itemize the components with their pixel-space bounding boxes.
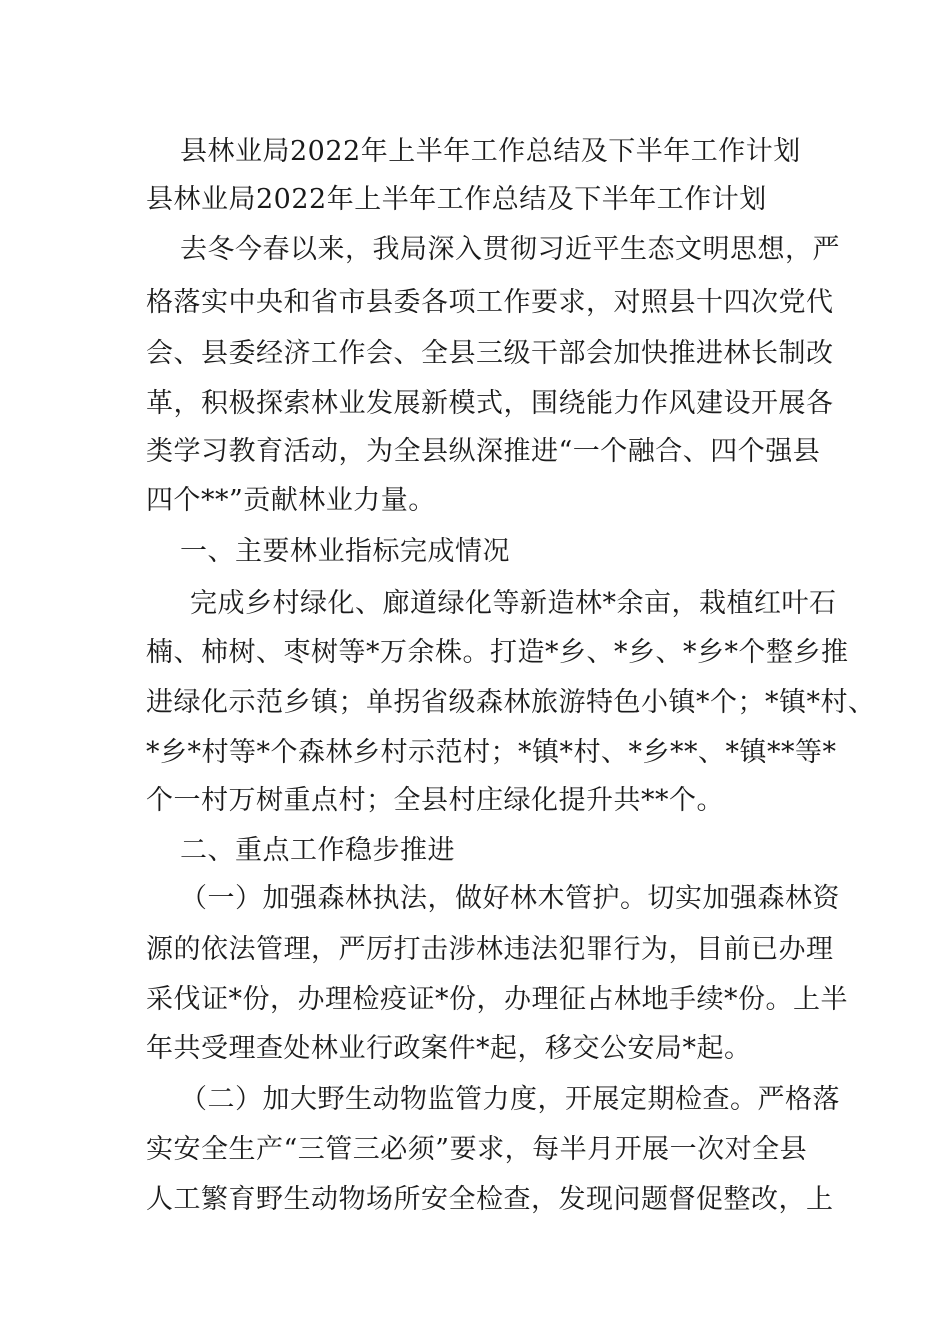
subsection1-line: 年共受理查处林业行政案件*起，移交公安局*起。 xyxy=(146,1033,752,1064)
subsection1-line: 采伐证*份，办理检疫证*份，办理征占林地手续*份。上半 xyxy=(146,984,848,1015)
intro-line: 会、县委经济工作会、全县三级干部会加快推进林长制改 xyxy=(146,338,834,369)
subsection2-line: 实安全生产“三管三必须”要求，每半月开展一次对全县 xyxy=(146,1134,808,1165)
intro-line: 格落实中央和省市县委各项工作要求，对照县十四次党代 xyxy=(146,287,834,318)
section1-line: 完成乡村绿化、廊道绿化等新造林*余亩，栽植红叶石 xyxy=(190,588,837,619)
section-heading-1: 一、主要林业指标完成情况 xyxy=(180,536,510,567)
subsection1-line: 源的依法管理，严厉打击涉林违法犯罪行为，目前已办理 xyxy=(146,934,834,965)
section1-line: 楠、柿树、枣树等*万余株。打造*乡、*乡、*乡*个整乡推 xyxy=(146,637,849,668)
document-title: 县林业局2022年上半年工作总结及下半年工作计划 xyxy=(180,136,801,167)
document-subtitle: 县林业局2022年上半年工作总结及下半年工作计划 xyxy=(146,184,767,215)
intro-line: 去冬今春以来，我局深入贯彻习近平生态文明思想，严 xyxy=(180,234,840,265)
intro-line: 四个**”贡献林业力量。 xyxy=(146,485,436,516)
subsection1-line: （一）加强森林执法，做好林木管护。切实加强森林资 xyxy=(180,883,840,914)
subsection2-line: （二）加大野生动物监管力度，开展定期检查。严格落 xyxy=(180,1084,840,1115)
section1-line: 进绿化示范乡镇；单拐省级森林旅游特色小镇*个；*镇*村、 xyxy=(146,687,876,718)
intro-line: 类学习教育活动，为全县纵深推进“一个融合、四个强县 xyxy=(146,436,821,467)
intro-line: 革，积极探索林业发展新模式，围绕能力作风建设开展各 xyxy=(146,388,834,419)
subsection2-line: 人工繁育野生动物场所安全检查，发现问题督促整改，上 xyxy=(146,1184,834,1215)
section-heading-2: 二、重点工作稳步推进 xyxy=(180,835,455,866)
section1-line: *乡*村等*个森林乡村示范村；*镇*村、*乡**、*镇**等* xyxy=(146,737,837,768)
section1-line: 个一村万树重点村；全县村庄绿化提升共**个。 xyxy=(146,785,724,816)
